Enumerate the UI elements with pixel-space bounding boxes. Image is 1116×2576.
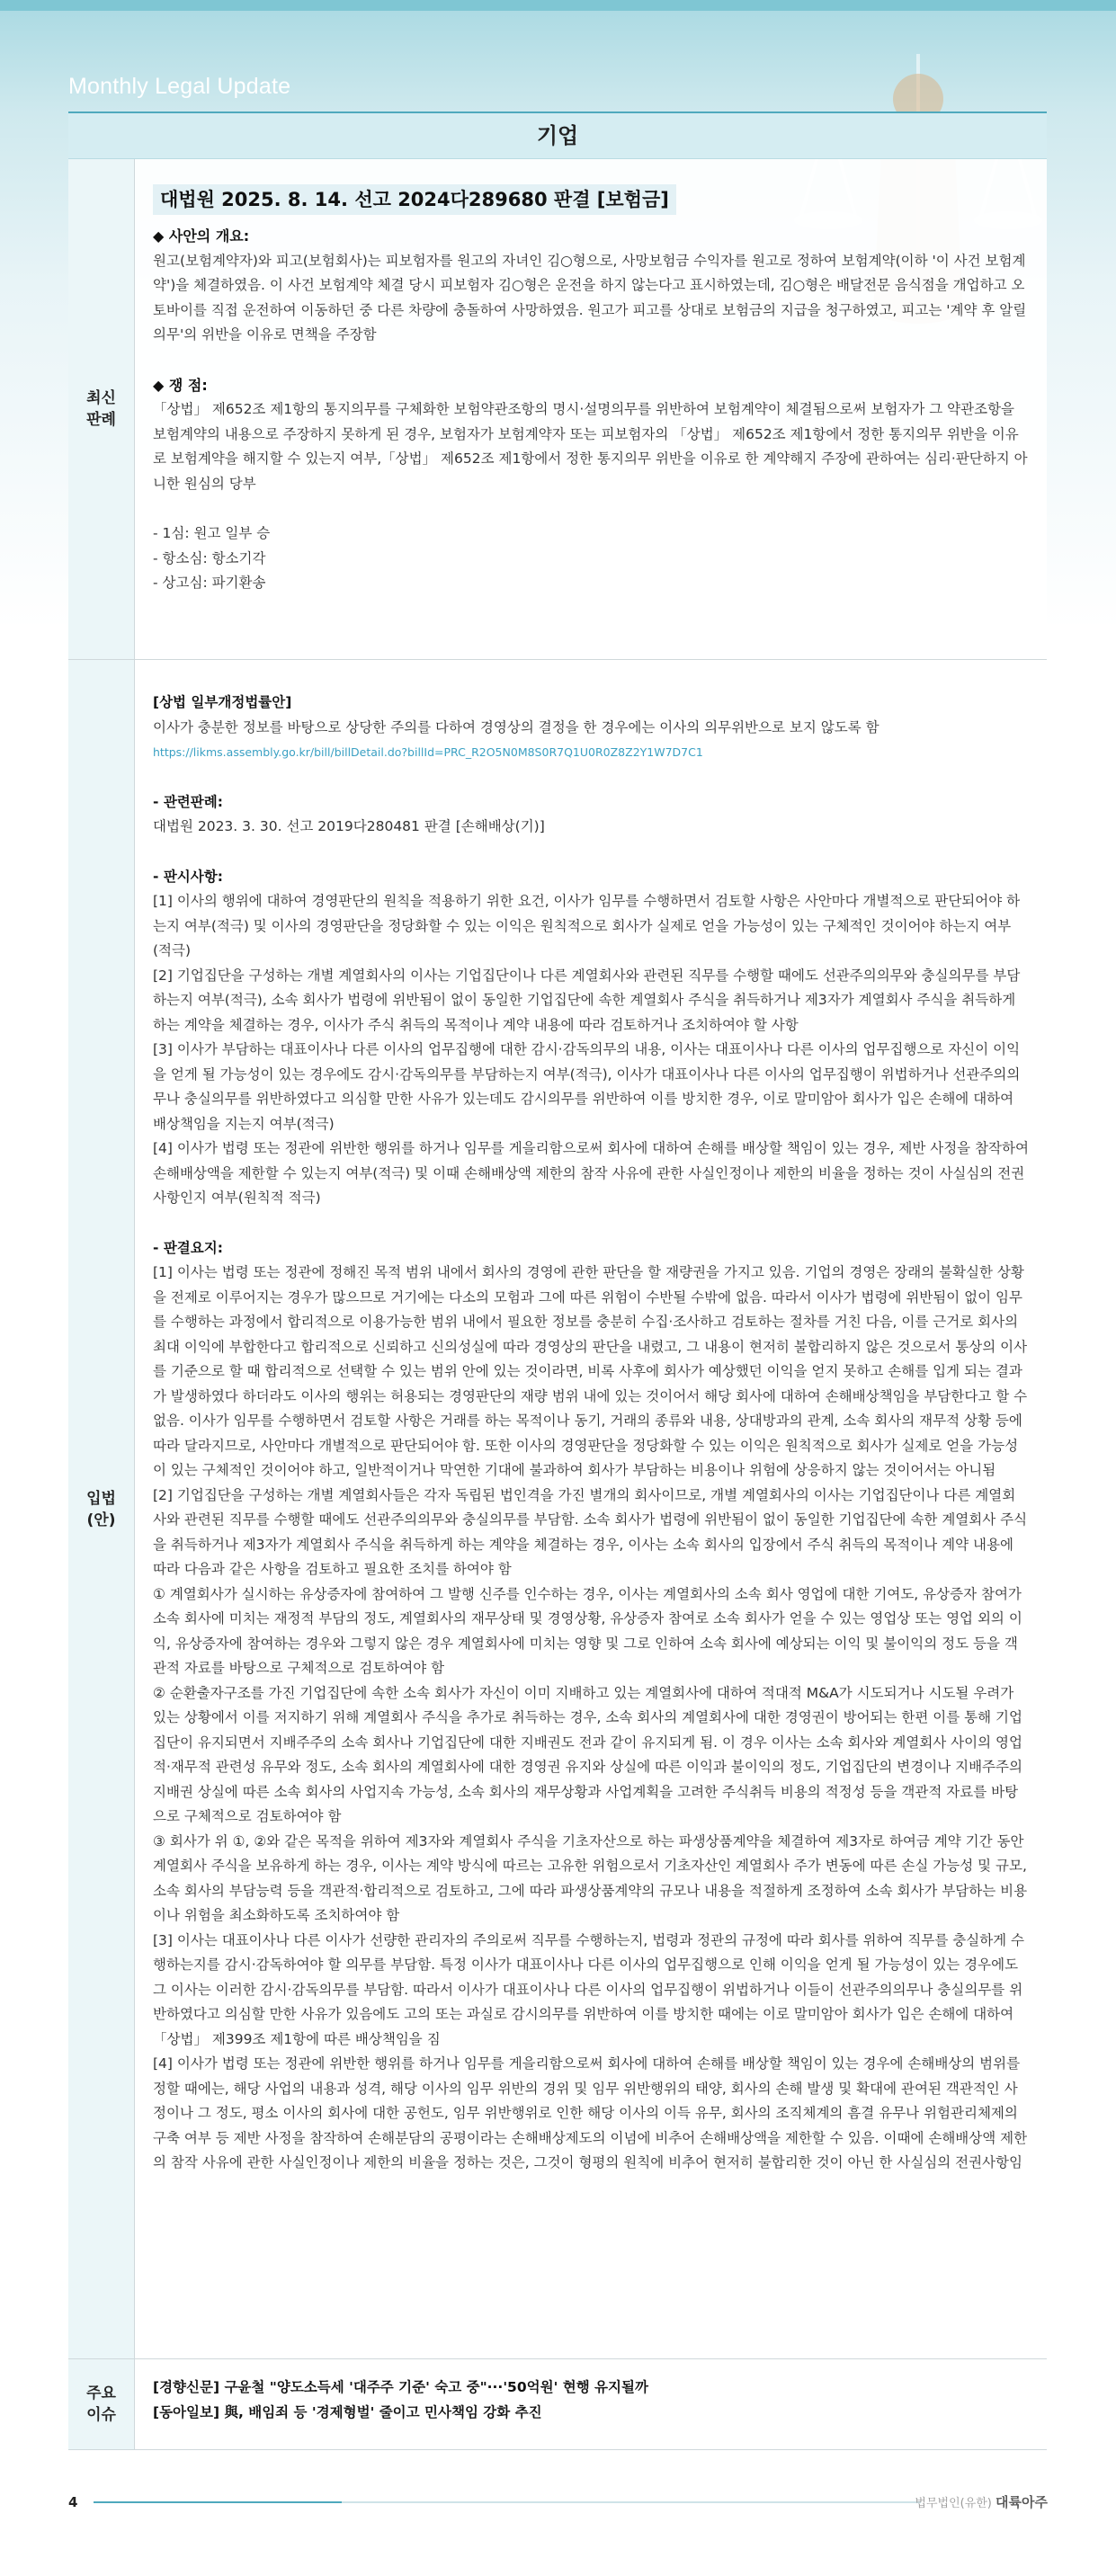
- firm-prefix: 법무법인(유한): [915, 2497, 992, 2510]
- label-line: 판례: [86, 411, 116, 429]
- bill-link[interactable]: https://likms.assembly.go.kr/bill/billDetail.do?billId=PRC_R2O5N0M8S0R7Q1U0R0Z8Z2Y1W7D7C1: [153, 745, 703, 759]
- page-number: 4: [68, 2494, 78, 2510]
- news-item[interactable]: [경향신문] 구윤철 "양도소득세 '대주주 기준' 숙고 중"···'50억원' 현행 유지될까: [153, 2379, 648, 2395]
- label-line: 입법: [86, 1489, 116, 1508]
- point-item: [4] 이사가 법령 또는 정관에 위반한 행위를 하거나 임무를 게을리함으로써 회사에 대하여 손해를 배상할 책임이 있는 경우, 제반 사정을 참작하여 손해배상액을 제한할 수 있는지 여부(적극) 및 이때 손해배상액 제한의 참작 사유에 관한 사실인정이나 제한의 비율을 정하는 것이 사실심의 전권사항인지 여부(원칙적 적극): [153, 1140, 1029, 1206]
- result-item: - 상고심: 파기환송: [153, 575, 266, 591]
- label-line: (안): [86, 1511, 116, 1529]
- legislation-content: [135, 660, 1047, 2358]
- result-item: - 1심: 원고 일부 승: [153, 525, 271, 541]
- footer-divider: [94, 2501, 921, 2503]
- key-issues-content: [135, 2359, 1047, 2449]
- row-latest-case: [68, 159, 1047, 660]
- top-color-band: [0, 0, 1116, 11]
- row-label-latest-case: [68, 159, 135, 659]
- overview-text: 원고(보험계약자)와 피고(보험회사)는 피보험자를 원고의 자녀인 김○형으로, 사망보험금 수익자를 원고로 정하여 보험계약(이하 '이 사건 보험계약')을 체결하였음. 이 사건 보험계약 체결 당시 피보험자 김○형은 운전을 하지 않는다고 표시하였는데, 김○형은 배달전문 음식점을 개업하고 오토바이를 직접 운전하여 이동하던 중 다른 차량에 충돌하여 사망하였음. 원고가 피고를 상대로 보험금의 지급을 청구하였고, 피고는 '계약 후 알릴 의무'의 위반을 이유로 면책을 주장함: [153, 252, 1027, 343]
- firm-name-text: 대륙아주: [995, 2494, 1048, 2510]
- bill-title: [상법 일부개정법률안]: [153, 694, 292, 710]
- point-item: [2] 기업집단을 구성하는 개별 계열회사의 이사는 기업집단이나 다른 계열회사와 관련된 직무를 수행할 때에도 선관주의의무와 충실의무를 부담하는지 여부(적극), 소속 회사가 법령에 위반됨이 없이 동일한 기업집단에 속한 계열회사 주식을 취득하거나 제3자가 계열회사 주식을 취득하게 하는 계약을 체결하는 경우, 이사가 주식 취득의 목적이나 계약 내용에 따라 검토하거나 조치하여야 할 사항: [153, 967, 1021, 1033]
- news-item[interactable]: [동아일보] 與, 배임죄 등 '경제형벌' 줄이고 민사책임 강화 추진: [153, 2403, 542, 2420]
- issue-heading: ◆ 쟁 점:: [153, 376, 208, 394]
- label-line: 이슈: [86, 2406, 116, 2424]
- overview-heading: ◆ 사안의 개요:: [153, 227, 250, 245]
- summary-item: [1] 이사는 법령 또는 정관에 정해진 목적 범위 내에서 회사의 경영에 관한 판단을 할 재량권을 가지고 있음. 기업의 경영은 장래의 불확실한 상황을 전제로 이루어지는 경우가 많으므로 거기에는 다소의 모험과 그에 따른 위험이 수반될 수밖에 없음. 따라서 이사가 법령에 위반됨이 없이 임무를 수행하는 과정에서 합리적으로 이용가능한 범위 내에서 필요한 정보를 충분히 수집·조사하고 검토하는 절차를 거친 다음, 이를 근거로 회사의 최대 이익에 부합한다고 합리적으로 신뢰하고 신의성실에 따라 경영상의 판단을 내렸고, 그 내용이 현저히 불합리하지 않은 것으로서 통상의 이사를 기준으로 할 때 합리적으로 선택할 수 있는 범위 안에 있는 것이라면, 비록 사후에 회사가 예상했던 이익을 얻지 못하고 손해를 입게 되는 결과가 발생하였다 하더라도 이사의 행위는 허용되는 경영판단의 재량 범위 내에 있는 것이어서 해당 회사에 대하여 손해배상책임을 부담한다고 할 수 없음. 이사가 임무를 수행하면서 검토할 사항은 거래를 하는 목적이나 동기, 거래의 종류와 내용, 상대방과의 관계, 소속 회사의 재무적 상황 등에 따라 달라지므로, 사안마다 개별적으로 판단되어야 함. 또한 이사의 경영판단을 정당화할 수 있는 이익은 원칙적으로 회사가 실제로 얻을 가능성이 있는 구체적인 것이어야 하고, 일반적이거나 막연한 기대에 불과하여 회사가 부담하는 비용이나 위험에 상응하지 않는 것이어서는 아니됨: [153, 1264, 1028, 1478]
- latest-case-content: [135, 159, 1047, 659]
- summary-item: ② 순환출자구조를 가진 기업집단에 속한 소속 회사가 자신이 이미 지배하고 있는 계열회사에 대하여 적대적 M&A가 시도되거나 시도될 우려가 있는 상황에서 이를 저지하기 위해 계열회사 주식을 추가로 취득하는 경우, 소속 회사의 계열회사에 대한 경영권이 방어되는 한편 이를 통해 기업집단이 유지되면서 지배주주의 소속 회사나 기업집단에 대한 지배권도 전과 같이 유지되게 됨. 이 경우 이사는 소속 회사와 계열회사 사이의 영업적·재무적 관련성 유무와 정도, 소속 회사의 계열회사에 대한 경영권 유지와 상실에 따른 이익과 불이익의 정도, 기업집단의 변경이나 지배주주의 지배권 상실에 따른 소속 회사의 사업지속 가능성, 소속 회사의 재무상황과 사업계획을 고려한 주식취득 비용의 적정성 등을 객관적 자료를 바탕으로 구체적으로 검토하여야 함: [153, 1684, 1022, 1824]
- issue-text: 「상법」 제652조 제1항의 통지의무를 구체화한 보험약관조항의 명시·설명의무를 위반하여 보험계약이 체결됨으로써 보험자가 그 약관조항을 보험계약의 내용으로 주장하지 못하게 된 경우, 보험자가 보험계약자 또는 피보험자의 「상법」 제652조 제1항에서 정한 통지의무 위반을 이유로 보험계약을 해지할 수 있는지 여부,「상법」 제652조 제1항에서 정한 통지의무 위반을 이유로 한 계약해지 주장에 관하여는 심리·판단하지 아니한 원심의 당부: [153, 401, 1028, 492]
- result-item: - 항소심: 항소기각: [153, 549, 266, 566]
- summary-heading: - 판결요지:: [153, 1239, 223, 1256]
- summary-item: [3] 이사는 대표이사나 다른 이사가 선량한 관리자의 주의로써 직무를 수행하는지, 법령과 정관의 규정에 따라 회사를 위하여 직무를 충실하게 수행하는지를 감시·감독하여야 할 의무를 부담함. 특정 이사가 대표이사나 다른 이사의 업무집행으로 인해 이익을 얻게 될 가능성이 있는 경우에도 그 이사는 이러한 감시·감독의무를 부담함. 따라서 이사가 대표이사나 다른 이사의 업무집행이 위법하거나 이들이 선관주의의무나 충실의무를 위반하였다고 의심할 만한 사유가 있음에도 고의 또는 과실로 감시의무를 위반하여 이를 방치한 때에는 이로 말미암아 회사가 입은 손해에 대하여 「상법」 제399조 제1항에 따른 배상책임을 짐: [153, 1931, 1025, 2047]
- bill-text: 이사가 충분한 정보를 바탕으로 상당한 주의를 다하여 경영상의 결정을 한 경우에는 이사의 의무위반으로 보지 않도록 함: [153, 718, 879, 735]
- point-item: [1] 이사의 행위에 대하여 경영판단의 원칙을 적용하기 위한 요건, 이사가 임무를 수행하면서 검토할 사항은 사안마다 개별적으로 판단되어야 하는지 여부(적극) 및 이사의 경영판단을 정당화할 수 있는 이익은 원칙적으로 회사가 실제로 얻을 가능성이 있는 구체적인 것이어야 하는지 여부(적극): [153, 893, 1021, 958]
- related-case-heading: - 관련판례:: [153, 793, 223, 810]
- label-line: 최신: [86, 389, 116, 407]
- related-case: 대법원 2023. 3. 30. 선고 2019다280481 판결 [손해배상(기)]: [153, 818, 545, 834]
- point-item: [3] 이사가 부담하는 대표이사나 다른 이사의 업무집행에 대한 감시·감독의무의 내용, 이사는 대표이사나 다른 이사의 업무집행으로 자신이 이익을 얻게 될 가능성이 있는 경우에도 감시·감독의무를 부담하는지 여부(적극), 이사가 대표이사나 다른 이사의 업무집행이 위법하거나 선관주의의무나 충실의무를 위반하였다고 의심할 만한 사유가 있는데도 감시의무를 위반하여 이를 방치한 경우, 이로 말미암아 회사가 입은 손해에 대하여 배상책임을 지는지 여부(적극): [153, 1041, 1021, 1132]
- summary-item: [2] 기업집단을 구성하는 개별 계열회사들은 각자 독립된 법인격을 가진 별개의 회사이므로, 개별 계열회사의 이사는 기업집단이나 다른 계열회사와 관련된 직무를 수행할 때에도 선관주의의무와 충실의무를 부담함. 소속 회사가 법령에 위반됨이 없이 동일한 기업집단에 속한 계열회사 주식을 취득하거나 제3자가 계열회사 주식을 취득하게 하는 계약을 체결하는 경우, 이사는 소속 회사의 입장에서 주식 취득의 목적이나 계약 내용에 따라 다음과 같은 사항을 검토하고 필요한 조치를 하여야 함: [153, 1486, 1028, 1577]
- row-legislation: [68, 660, 1047, 2359]
- summary-item: [4] 이사가 법령 또는 정관에 위반한 행위를 하거나 임무를 게을리함으로써 회사에 대하여 손해를 배상할 책임이 있는 경우에 손해배상의 범위를 정할 때에는, 해당 사업의 내용과 성격, 해당 이사의 임무 위반의 경위 및 임무 위반행위의 태양, 회사의 손해 발생 및 확대에 관여된 객관적인 사정이나 그 정도, 평소 이사의 회사에 대한 공헌도, 임무 위반행위로 인한 해당 이사의 이득 유무, 회사의 조직체계의 흠결 유무나 위험관리체제의 구축 여부 등 제반 사정을 참작하여 손해분담의 공평이라는 손해배상제도의 이념에 비추어 손해배상액을 제한할 수 있음. 이때에 손해배상액 제한의 참작 사유에 관한 사실인정이나 제한의 비율을 정하는 것은, 그것이 형평의 원칙에 비추어 현저히 불합리한 것이 아닌 한 사실심의 전권사항임: [153, 2055, 1028, 2170]
- summary-item: ① 계열회사가 실시하는 유상증자에 참여하여 그 발행 신주를 인수하는 경우, 이사는 계열회사의 소속 회사 영업에 대한 기여도, 유상증자 참여가 소속 회사에 미치는 재정적 부담의 정도, 계열회사의 재무상태 및 경영상황, 유상증자 참여로 소속 회사가 얻을 수 있는 영업상 또는 영업 외의 이익, 유상증자에 참여하는 경우와 그렇지 않은 경우 계열회사에 미치는 영향 및 그로 인하여 소속 회사에 예상되는 이익 및 불이익의 정도 등을 객관적 자료를 바탕으로 구체적으로 검토하여야 함: [153, 1585, 1022, 1676]
- row-label-legislation: [68, 660, 135, 2358]
- table-title: 기업: [68, 113, 1047, 159]
- summary-item: ③ 회사가 위 ①, ②와 같은 목적을 위하여 제3자와 계열회사 주식을 기초자산으로 하는 파생상품계약을 체결하여 제3자로 하여금 계약 기간 동안 계열회사 주식을 보유하게 하는 경우, 이사는 계약 방식에 따르는 고유한 위험으로서 기초자산인 계열회사 주가 변동에 따른 손실 가능성 및 규모, 소속 회사의 부담능력 등을 객관적·합리적으로 검토하고, 그에 따라 파생상품계약의 규모나 내용을 적절하게 조정하여 소속 회사가 부담하는 비용이나 위험을 최소화하도록 조치하여야 함: [153, 1832, 1028, 1923]
- label-line: 주요: [86, 2384, 116, 2402]
- newsletter-brand: Monthly Legal Update: [68, 74, 291, 99]
- content-table: [68, 111, 1047, 2450]
- points-heading: - 판시사항:: [153, 868, 223, 885]
- row-key-issues: [68, 2359, 1047, 2450]
- case-title: 대법원 2025. 8. 14. 선고 2024다289680 판결 [보험금]: [153, 184, 676, 215]
- row-label-key-issues: [68, 2359, 135, 2449]
- firm-name: [915, 2492, 1048, 2511]
